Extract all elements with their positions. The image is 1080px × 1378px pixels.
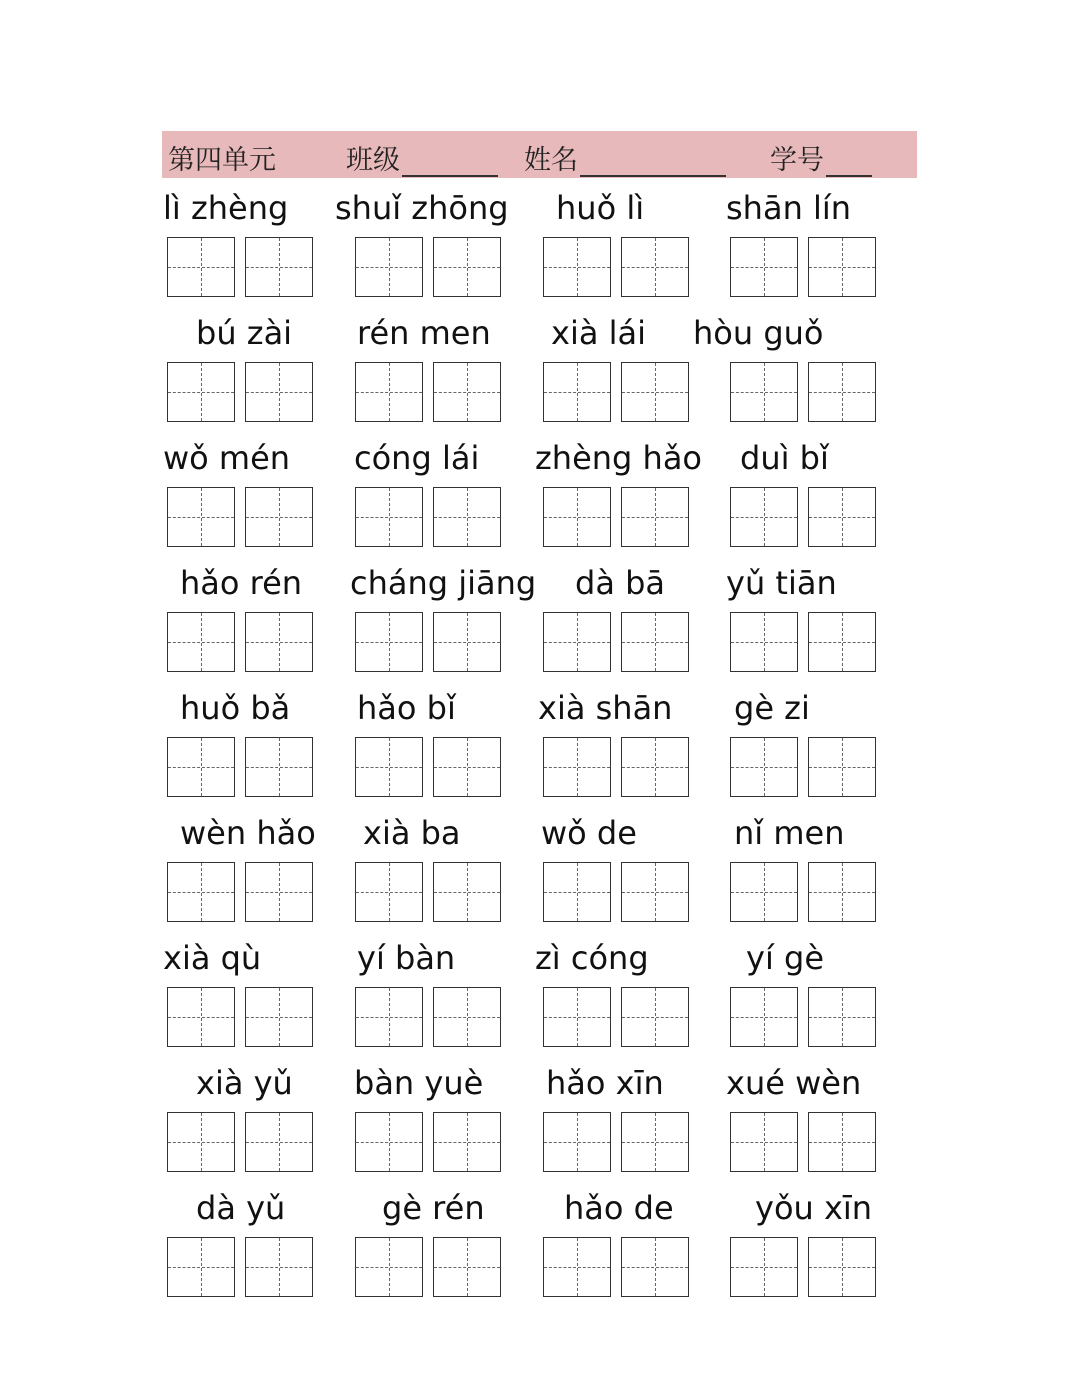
number-blank[interactable] xyxy=(826,145,872,177)
writing-box[interactable] xyxy=(433,1237,501,1297)
writing-box[interactable] xyxy=(167,862,235,922)
writing-box[interactable] xyxy=(543,237,611,297)
pinyin-label: wǒ mén xyxy=(163,439,291,477)
pinyin-label: wǒ de xyxy=(541,814,637,852)
pinyin-label: xué wèn xyxy=(726,1064,862,1102)
writing-box[interactable] xyxy=(621,1237,689,1297)
writing-box[interactable] xyxy=(621,862,689,922)
writing-box[interactable] xyxy=(355,987,423,1047)
writing-box[interactable] xyxy=(167,1237,235,1297)
writing-box[interactable] xyxy=(621,737,689,797)
writing-box[interactable] xyxy=(543,737,611,797)
writing-box[interactable] xyxy=(355,487,423,547)
writing-box[interactable] xyxy=(433,987,501,1047)
name-label: 姓名 xyxy=(524,145,578,176)
pinyin-label: wèn hǎo xyxy=(180,814,316,852)
writing-box[interactable] xyxy=(245,1237,313,1297)
writing-box[interactable] xyxy=(167,737,235,797)
pinyin-label: huǒ bǎ xyxy=(180,689,291,727)
pinyin-label: hòu guǒ xyxy=(693,314,824,352)
pinyin-label: yí bàn xyxy=(357,939,456,977)
writing-box[interactable] xyxy=(808,1237,876,1297)
writing-box[interactable] xyxy=(808,987,876,1047)
writing-box[interactable] xyxy=(808,362,876,422)
pinyin-label: cóng lái xyxy=(354,439,480,477)
writing-box[interactable] xyxy=(245,987,313,1047)
class-field xyxy=(346,138,400,177)
number-label: 学号 xyxy=(770,145,824,176)
writing-box[interactable] xyxy=(808,487,876,547)
writing-box[interactable] xyxy=(621,612,689,672)
writing-box[interactable] xyxy=(167,487,235,547)
pinyin-label: dà bā xyxy=(575,564,666,602)
writing-box[interactable] xyxy=(730,1112,798,1172)
writing-box[interactable] xyxy=(355,1112,423,1172)
pinyin-label: xià yǔ xyxy=(196,1064,293,1102)
writing-box[interactable] xyxy=(433,737,501,797)
writing-box[interactable] xyxy=(730,237,798,297)
pinyin-label: hǎo de xyxy=(564,1189,674,1227)
writing-box[interactable] xyxy=(167,987,235,1047)
writing-box[interactable] xyxy=(245,487,313,547)
writing-box[interactable] xyxy=(543,487,611,547)
writing-box[interactable] xyxy=(808,612,876,672)
pinyin-label: xià ba xyxy=(363,814,461,852)
name-field xyxy=(524,138,578,177)
pinyin-label: hǎo xīn xyxy=(546,1064,664,1102)
writing-box[interactable] xyxy=(621,362,689,422)
writing-box[interactable] xyxy=(245,612,313,672)
writing-box[interactable] xyxy=(621,487,689,547)
pinyin-label: bàn yuè xyxy=(354,1064,484,1102)
writing-box[interactable] xyxy=(808,862,876,922)
writing-box[interactable] xyxy=(433,362,501,422)
pinyin-label: gè zi xyxy=(734,689,810,727)
pinyin-label: dà yǔ xyxy=(196,1189,286,1227)
writing-box[interactable] xyxy=(245,737,313,797)
pinyin-label: gè rén xyxy=(382,1189,485,1227)
writing-box[interactable] xyxy=(730,737,798,797)
writing-box[interactable] xyxy=(355,612,423,672)
writing-box[interactable] xyxy=(167,362,235,422)
writing-box[interactable] xyxy=(543,362,611,422)
writing-box[interactable] xyxy=(621,987,689,1047)
writing-box[interactable] xyxy=(543,1237,611,1297)
pinyin-label: shuǐ zhōng xyxy=(335,189,509,227)
pinyin-label: duì bǐ xyxy=(740,439,829,477)
writing-box[interactable] xyxy=(245,237,313,297)
writing-box[interactable] xyxy=(433,487,501,547)
writing-box[interactable] xyxy=(730,487,798,547)
writing-box[interactable] xyxy=(621,237,689,297)
writing-box[interactable] xyxy=(355,1237,423,1297)
writing-box[interactable] xyxy=(433,612,501,672)
pinyin-label: zì cóng xyxy=(535,939,649,977)
pinyin-label: nǐ men xyxy=(734,814,845,852)
pinyin-label: hǎo bǐ xyxy=(357,689,456,727)
writing-box[interactable] xyxy=(543,612,611,672)
writing-box[interactable] xyxy=(543,987,611,1047)
writing-box[interactable] xyxy=(433,862,501,922)
pinyin-label: yí gè xyxy=(746,939,824,977)
class-label: 班级 xyxy=(346,145,400,176)
number-field xyxy=(770,138,824,177)
writing-box[interactable] xyxy=(433,237,501,297)
writing-box[interactable] xyxy=(730,362,798,422)
worksheet-header xyxy=(162,131,917,178)
writing-box[interactable] xyxy=(730,1237,798,1297)
writing-box[interactable] xyxy=(543,862,611,922)
writing-box[interactable] xyxy=(167,237,235,297)
writing-box[interactable] xyxy=(355,862,423,922)
writing-box[interactable] xyxy=(433,1112,501,1172)
pinyin-label: huǒ lì xyxy=(556,189,645,227)
pinyin-label: rén men xyxy=(357,314,491,352)
pinyin-label: hǎo rén xyxy=(180,564,303,602)
pinyin-label: shān lín xyxy=(726,189,852,227)
writing-box[interactable] xyxy=(245,1112,313,1172)
unit-title: 第四单元 xyxy=(168,145,276,176)
writing-box[interactable] xyxy=(167,612,235,672)
pinyin-label: cháng jiāng xyxy=(350,564,537,602)
pinyin-label: xià qù xyxy=(163,939,262,977)
writing-box[interactable] xyxy=(355,237,423,297)
writing-box[interactable] xyxy=(543,1112,611,1172)
writing-box[interactable] xyxy=(730,862,798,922)
writing-box[interactable] xyxy=(355,737,423,797)
pinyin-label: bú zài xyxy=(196,314,293,352)
writing-box[interactable] xyxy=(730,987,798,1047)
pinyin-label: lì zhèng xyxy=(163,189,289,227)
pinyin-label: zhèng hǎo xyxy=(535,439,702,477)
writing-box[interactable] xyxy=(355,362,423,422)
pinyin-label: xià shān xyxy=(538,689,673,727)
writing-box[interactable] xyxy=(245,362,313,422)
pinyin-label: xià lái xyxy=(551,314,646,352)
pinyin-label: yǒu xīn xyxy=(755,1189,873,1227)
writing-box[interactable] xyxy=(730,612,798,672)
writing-box[interactable] xyxy=(808,1112,876,1172)
writing-box[interactable] xyxy=(167,1112,235,1172)
class-blank[interactable] xyxy=(402,145,498,177)
pinyin-label: yǔ tiān xyxy=(726,564,837,602)
name-blank[interactable] xyxy=(580,145,726,177)
writing-box[interactable] xyxy=(245,862,313,922)
writing-box[interactable] xyxy=(621,1112,689,1172)
writing-box[interactable] xyxy=(808,737,876,797)
writing-box[interactable] xyxy=(808,237,876,297)
